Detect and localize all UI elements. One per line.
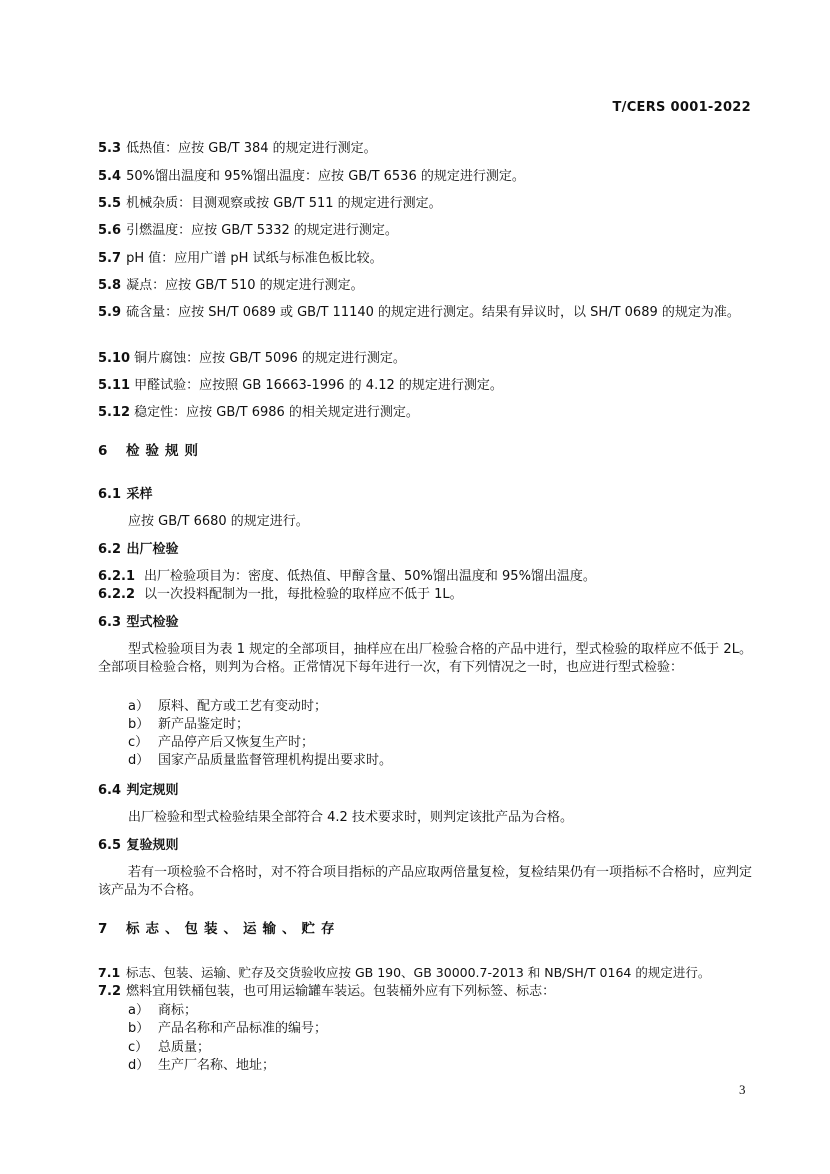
clause-text: 50%馏出温度和 95%馏出温度：应按 GB/T 6536 的规定进行测定。 <box>126 169 525 184</box>
clause-number: 5.4 <box>98 169 122 184</box>
subsection-title: 采样 <box>126 487 153 502</box>
clause-5-9 <box>98 304 752 322</box>
subsection-heading-6-4 <box>98 782 179 800</box>
clause-text: 燃料宜用铁桶包装，也可用运输罐车装运。包装桶外应有下列标签、标志： <box>126 984 556 999</box>
clause-number: 7.2 <box>98 984 122 999</box>
section-number: 6 <box>98 443 108 459</box>
paragraph-text: 若有一项检验不合格时，对不符合项目指标的产品应取两倍量复检，复检结果仍有一项指标不合格时，应判定该产品为不合格。 <box>98 865 753 898</box>
clause-text: 甲醛试验：应按照 GB 16663-1996 的 4.12 的规定进行测定。 <box>134 378 503 393</box>
clause-number: 6.2.1 <box>98 569 136 584</box>
clause-number: 5.8 <box>98 278 122 293</box>
clause-text: 硫含量：应按 SH/T 0689 或 GB/T 11140 的规定进行测定。结果有异议时，以 SH/T 0689 的规定为准。 <box>126 305 740 320</box>
list-text: 商标； <box>158 1003 198 1018</box>
clause-5-5 <box>98 195 442 213</box>
clause-7-2 <box>98 983 555 1001</box>
list-text: 产品停产后又恢复生产时； <box>158 735 315 750</box>
paragraph-6-3 <box>98 641 752 677</box>
clause-text: 稳定性：应按 GB/T 6986 的相关规定进行测定。 <box>134 405 419 420</box>
clause-number: 5.10 <box>98 351 131 366</box>
subsection-title: 出厂检验 <box>126 542 179 557</box>
list-text: 原料、配方或工艺有变动时； <box>158 699 328 714</box>
clause-text: 低热值：应按 GB/T 384 的规定进行测定。 <box>126 141 377 156</box>
clause-number: 5.7 <box>98 251 122 266</box>
list-text: 新产品鉴定时； <box>158 717 250 732</box>
list-item <box>128 698 327 716</box>
list-marker: a） <box>128 1003 149 1018</box>
document-code: T/CERS 0001-2022 <box>612 100 751 115</box>
list-marker: d） <box>128 1058 150 1073</box>
subsection-title: 型式检验 <box>126 615 179 630</box>
list-item <box>128 1039 210 1057</box>
list-item <box>128 1002 197 1020</box>
clause-number: 5.11 <box>98 378 131 393</box>
list-marker: d） <box>128 753 150 768</box>
clause-text: 以一次投料配制为一批，每批检验的取样应不低于 1L。 <box>144 587 463 602</box>
subsection-number: 6.2 <box>98 542 122 557</box>
clause-5-8 <box>98 277 364 295</box>
clause-text: 铜片腐蚀：应按 GB/T 5096 的规定进行测定。 <box>134 351 406 366</box>
list-marker: a） <box>128 699 149 714</box>
clause-number: 5.6 <box>98 223 122 238</box>
section-title: 检验规则 <box>126 443 204 459</box>
subsection-heading-6-2 <box>98 541 179 559</box>
section-number: 7 <box>98 921 108 937</box>
clause-5-10 <box>98 350 406 368</box>
paragraph-text: 型式检验项目为表 1 规定的全部项目，抽样应在出厂检验合格的产品中进行，型式检验的取样应不低于 2L。全部项目检验合格，则判为合格。正常情况下每年进行一次，有下列情况之一时，也应进行型式检验： <box>98 642 752 675</box>
list-text: 国家产品质量监督管理机构提出要求时。 <box>158 753 393 768</box>
clause-number: 5.5 <box>98 196 122 211</box>
clause-number: 5.9 <box>98 305 122 320</box>
clause-6-2-2 <box>98 586 463 604</box>
clause-number: 5.3 <box>98 141 122 156</box>
subsection-number: 6.4 <box>98 783 122 798</box>
paragraph-6-5 <box>98 864 752 900</box>
subsection-heading-6-3 <box>98 614 179 632</box>
list-item <box>128 1020 327 1038</box>
subsection-title: 判定规则 <box>126 783 179 798</box>
clause-text: pH 值：应用广谱 pH 试纸与标准色板比较。 <box>126 251 383 266</box>
list-item <box>128 752 392 770</box>
clause-text: 出厂检验项目为：密度、低热值、甲醇含量、50%馏出温度和 95%馏出温度。 <box>144 569 596 584</box>
clause-5-12 <box>98 404 419 422</box>
subsection-title: 复验规则 <box>126 838 179 853</box>
clause-number: 5.12 <box>98 405 131 420</box>
list-text: 产品名称和产品标准的编号； <box>158 1021 328 1036</box>
page-number: 3 <box>739 1082 746 1097</box>
clause-text: 引燃温度：应按 GB/T 5332 的规定进行测定。 <box>126 223 398 238</box>
clause-number: 7.1 <box>98 965 121 980</box>
subsection-number: 6.5 <box>98 838 122 853</box>
paragraph-6-1: 应按 GB/T 6680 的规定进行。 <box>128 514 309 529</box>
list-item <box>128 716 249 734</box>
list-text: 生产厂名称、地址； <box>158 1058 276 1073</box>
subsection-heading-6-1 <box>98 486 153 504</box>
section-heading-7 <box>98 920 341 938</box>
clause-5-3 <box>98 140 377 158</box>
clause-number: 6.2.2 <box>98 587 136 602</box>
list-item <box>128 1057 275 1075</box>
clause-6-2-1 <box>98 568 596 586</box>
subsection-number: 6.1 <box>98 487 122 502</box>
clause-text: 凝点：应按 GB/T 510 的规定进行测定。 <box>126 278 364 293</box>
list-text: 总质量； <box>158 1040 211 1055</box>
clause-text: 机械杂质：目测观察或按 GB/T 511 的规定进行测定。 <box>126 196 442 211</box>
section-heading-6 <box>98 442 204 460</box>
paragraph-6-4: 出厂检验和型式检验结果全部符合 4.2 技术要求时，则判定该批产品为合格。 <box>128 810 573 825</box>
list-marker: c） <box>128 735 149 750</box>
subsection-heading-6-5 <box>98 837 179 855</box>
list-item <box>128 734 314 752</box>
section-title: 标志、包装、运输、贮存 <box>126 921 341 937</box>
clause-5-7 <box>98 250 383 268</box>
clause-5-4 <box>98 168 525 186</box>
clause-5-6 <box>98 222 398 240</box>
clause-7-1 <box>98 964 710 982</box>
subsection-number: 6.3 <box>98 615 122 630</box>
clause-5-11 <box>98 377 503 395</box>
clause-text: 标志、包装、运输、贮存及交货验收应按 GB 190、GB 30000.7-2013 和 NB/SH/T 0164 的规定进行。 <box>125 965 711 980</box>
list-marker: c） <box>128 1040 149 1055</box>
list-marker: b） <box>128 1021 150 1036</box>
list-marker: b） <box>128 717 150 732</box>
